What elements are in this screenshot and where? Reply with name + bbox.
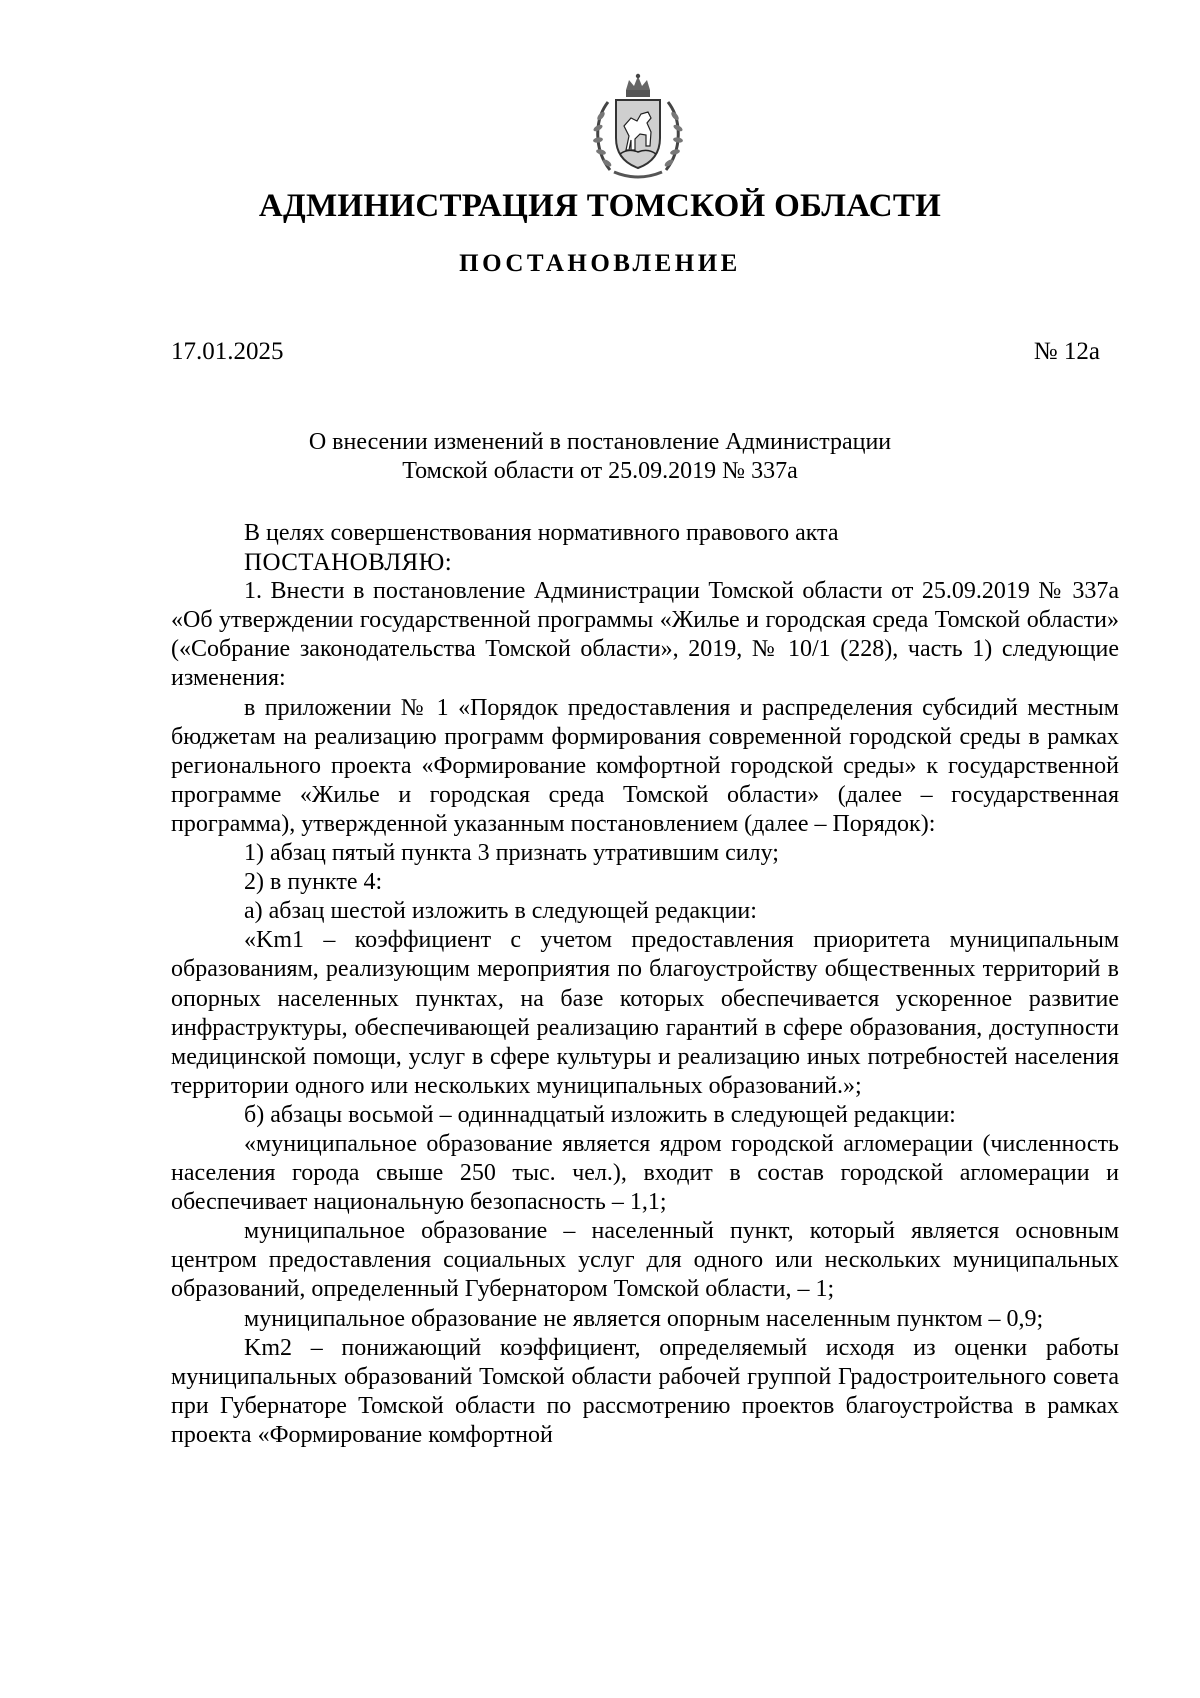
body-paragraph: 1. Внести в постановление Администрации Томской области от 25.09.2019 № 337а «Об утверждении государственной программы «Жилье и городская среда Томской области» («Собрание законодательства Томской области», 2019, № 10/1 (228), часть 1) следующие изменения:: [171, 578, 1119, 692]
body-paragraph: муниципальное образование – населенный пункт, который является основным центром предоставления социальных услуг для одного или нескольких муниципальных образований, определенный Губернатором Томской области, – 1;: [171, 1218, 1119, 1303]
decree-word: ПОСТАНОВЛЯЮ:: [244, 549, 453, 577]
body-paragraph: В целях совершенствования нормативного правового акта: [244, 520, 839, 546]
document-subject: [0, 428, 1200, 486]
body-paragraph: 2) в пункте 4:: [244, 869, 383, 896]
document-body: [171, 519, 1119, 1450]
document-date: 17.01.2025: [171, 338, 284, 365]
tomsk-region-coat-of-arms-icon: [588, 72, 688, 184]
body-paragraph: б) абзацы восьмой – одиннадцатый изложить в следующей редакции:: [244, 1101, 956, 1128]
body-paragraph: в приложении № 1 «Порядок предоставления и распределения субсидий местным бюджетам на реализацию программ формирования современной городской среды в рамках регионального проекта «Формирование комфортной городской среды» к государственной программе «Жилье и городская среда Томской области» (далее – государственная программа), утвержденной указанным постановлением (далее – Порядок):: [171, 694, 1119, 837]
body-paragraph: муниципальное образование не является опорным населенным пунктом – 0,9;: [244, 1305, 1044, 1332]
body-paragraph: а) абзац шестой изложить в следующей редакции:: [244, 898, 757, 925]
body-paragraph: «Km1 – коэффициент с учетом предоставления приоритета муниципальным образованиям, реализующим мероприятия по благоустройству общественных территорий в опорных населенных пунктах, на базе которых обеспечивается ускоренное развитие инфраструктуры, обеспечивающей реализацию гарантий в сфере образования, доступности медицинской помощи, услуг в сфере культуры и реализацию иных потребностей населения территории одного или нескольких муниципальных образований.»;: [171, 927, 1119, 1099]
body-paragraph: 1) абзац пятый пункта 3 признать утратившим силу;: [244, 840, 779, 867]
document-type-heading: ПОСТАНОВЛЕНИЕ: [459, 250, 741, 277]
subject-line-2: Томской области от 25.09.2019 № 337а: [402, 458, 798, 484]
body-paragraph: Km2 – понижающий коэффициент, определяемый исходя из оценки работы муниципальных образований Томской области рабочей группой Градостроительного совета при Губернаторе Томской области по рассмотрению проектов благоустройства в рамках проекта «Формирование комфортной: [171, 1334, 1119, 1448]
subject-line-1: О внесении изменений в постановление Администрации: [308, 429, 892, 455]
organization-title: АДМИНИСТРАЦИЯ ТОМСКОЙ ОБЛАСТИ: [258, 188, 942, 224]
document-number: № 12а: [1033, 338, 1100, 365]
body-paragraph: «муниципальное образование является ядром городской агломерации (численность населения города свыше 250 тыс. чел.), входит в состав городской агломерации и обеспечивает национальную безопасность – 1,1;: [171, 1130, 1119, 1216]
